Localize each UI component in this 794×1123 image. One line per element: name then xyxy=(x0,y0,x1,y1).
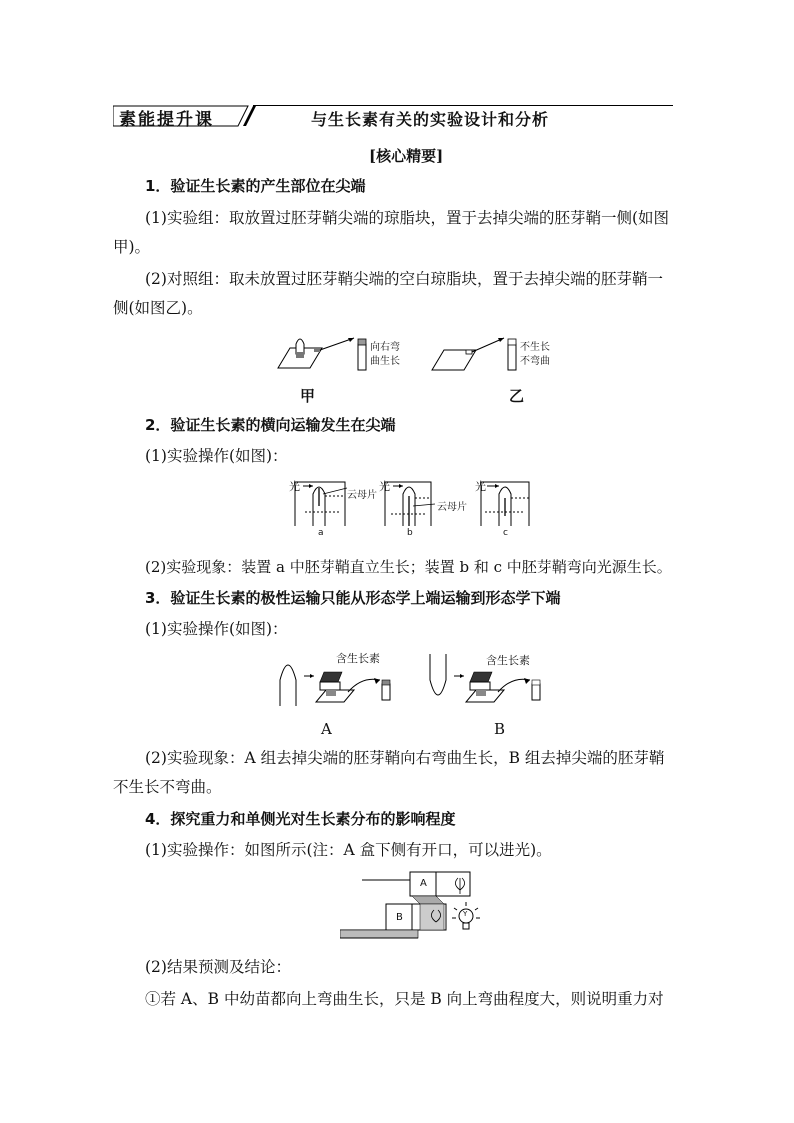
figure-2-label-a: a xyxy=(318,528,324,538)
s1-p1b: 甲)。 xyxy=(113,238,151,256)
s2-result: (2)实验现象：装置 a 中胚芽鞘直立生长；装置 b 和 c 中胚芽鞘弯向光源生长。 xyxy=(145,558,672,576)
figure-2-label-c: c xyxy=(503,528,508,538)
s1-heading: 1．验证生长素的产生部位在尖端 xyxy=(145,177,366,195)
page-title: 与生长素有关的实验设计和分析 xyxy=(311,110,550,129)
header-badge: 素能提升课 xyxy=(119,110,214,130)
figure-4-bulb: Y xyxy=(463,910,468,918)
figure-2-drawing xyxy=(285,476,535,528)
s1-p2b: 侧(如图乙)。 xyxy=(113,299,203,317)
figure-2 xyxy=(285,476,535,538)
figure-1-label-jia: 甲 xyxy=(300,387,316,405)
figure-3 xyxy=(278,650,558,710)
figure-3-b-auxin: 含生长素 xyxy=(486,654,530,667)
figure-2-light-a: 光 xyxy=(289,480,300,493)
header-bar xyxy=(113,104,673,128)
s4-predict: (2)结果预测及结论： xyxy=(145,958,291,976)
s3-result-a: (2)实验现象：A 组去掉尖端的胚芽鞘向右弯曲生长，B 组去掉尖端的胚芽鞘 xyxy=(145,749,665,767)
figure-2-light-c: 光 xyxy=(475,480,486,493)
figure-4 xyxy=(340,868,490,944)
s1-p1a: (1)实验组：取放置过胚芽鞘尖端的琼脂块，置于去掉尖端的胚芽鞘一侧(如图 xyxy=(145,209,670,227)
s4-p1: ①若 A、B 中幼苗都向上弯曲生长，只是 B 向上弯曲程度大，则说明重力对 xyxy=(145,990,664,1008)
figure-3-label-b: B xyxy=(494,720,506,738)
figure-2-mica-a: 云母片 xyxy=(347,490,377,501)
figure-2-mica-b: 云母片 xyxy=(437,502,467,513)
s3-op: (1)实验操作(如图)： xyxy=(145,620,288,638)
s3-heading: 3．验证生长素的极性运输只能从形态学上端运输到形态学下端 xyxy=(145,589,561,607)
figure-1-yi-text1: 不生长 xyxy=(520,342,550,353)
s3-result-b: 不生长不弯曲。 xyxy=(113,778,222,796)
figure-4-box-b: B xyxy=(396,912,403,923)
figure-1-yi-drawing xyxy=(430,330,580,374)
figure-2-light-b: 光 xyxy=(379,480,390,493)
s1-p2a: (2)对照组：取未放置过胚芽鞘尖端的空白琼脂块，置于去掉尖端的胚芽鞘一 xyxy=(145,270,663,288)
header-rule xyxy=(253,105,673,106)
figure-3-label-a: A xyxy=(321,720,332,738)
figure-1-label-yi: 乙 xyxy=(509,387,525,405)
s2-heading: 2．验证生长素的横向运输发生在尖端 xyxy=(145,416,396,434)
figure-3-a-auxin: 含生长素 xyxy=(336,652,380,665)
figure-1-jia-text2: 曲生长 xyxy=(370,356,400,367)
s4-op: (1)实验操作：如图所示(注：A 盒下侧有开口，可以进光)。 xyxy=(145,841,552,859)
figure-1 xyxy=(270,330,570,374)
section-tag: [核心精要] xyxy=(369,147,444,165)
figure-2-label-b: b xyxy=(407,528,413,538)
s2-op: (1)实验操作(如图)： xyxy=(145,447,288,465)
figure-1-yi-text2: 不弯曲 xyxy=(520,356,550,367)
figure-1-jia-text1: 向右弯 xyxy=(370,342,400,353)
s4-heading: 4．探究重力和单侧光对生长素分布的影响程度 xyxy=(145,810,456,828)
figure-4-drawing xyxy=(340,868,490,944)
figure-4-box-a: A xyxy=(420,878,427,889)
